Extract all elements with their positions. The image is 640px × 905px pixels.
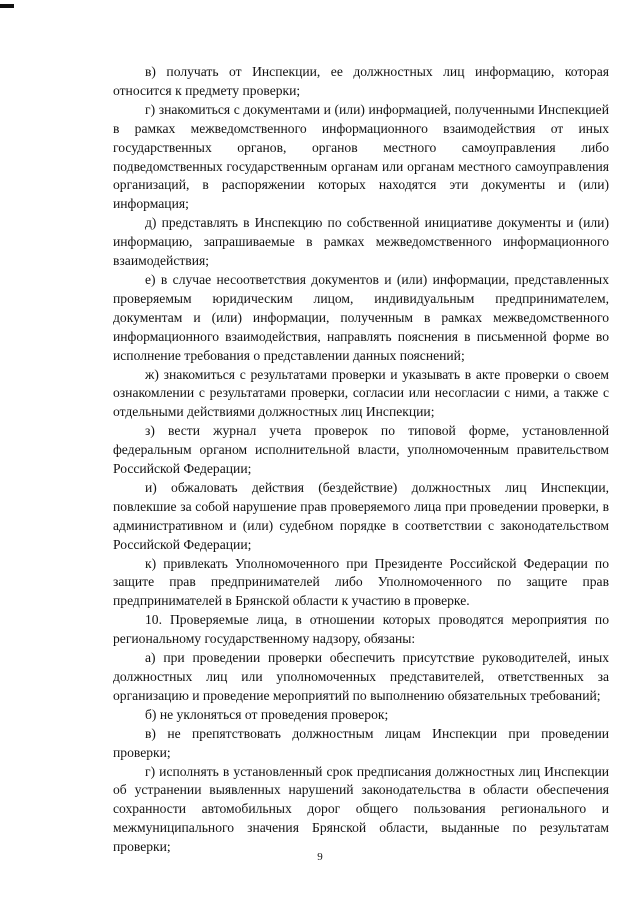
scan-edge-mark: [0, 4, 14, 8]
paragraph-b-not-evade: б) не уклоняться от проведения проверок;: [145, 706, 389, 722]
paragraph-i-appeal-actions: и) обжаловать действия (бездействие) должностных лиц Инспекции, повлекшие за собой нарушение прав проверяемого лица при проведении проверки, в административном и (или) судебном порядке в соответствии с законодательством Российской Федерации;: [113, 479, 609, 552]
paragraph-a-ensure-presence: а) при проведении проверки обеспечить присутствие руководителей, иных должностных лиц или уполномоченных представителей, ответственных за организацию и проведение мероприятий по выполнению обязательных требований;: [113, 650, 609, 703]
paragraph-zh-review-results: ж) знакомиться с результатами проверки и указывать в акте проверки о своем ознакомлении с результатами проверки, согласии или несогласии с ними, а также с отдельными действиями должностных лиц Инспекции;: [113, 366, 609, 420]
document-body: [113, 63, 609, 857]
paragraph-g-execute-orders: г) исполнять в установленный срок предписания должностных лиц Инспекции об устранении выявленных нарушений законодательства в области обеспечения сохранности автомобильных дорог общего пользования регионального и межмуниципального значения Брянской области, выданные по результатам проверки;: [113, 763, 609, 855]
paragraph-10-obligations: 10. Проверяемые лица, в отношении которых проводятся мероприятия по региональному государственному надзору, обязаны:: [113, 612, 609, 647]
page-number: 9: [317, 851, 323, 863]
paragraph-g-review-documents: г) знакомиться с документами и (или) информацией, полученными Инспекцией в рамках межведомственного информационного взаимодействия от иных государственных органов, органов местного самоуправления либо подведомственных государственным органам или органам местного самоуправления организаций, в распоряжении которых находятся эти документы и (или) информация;: [113, 101, 609, 212]
paragraph-k-involve-ombudsman: к) привлекать Уполномоченного при Президенте Российской Федерации по защите прав предпринимателей либо Уполномоченного по защите прав предпринимателей в Брянской области к участию в проверке.: [113, 555, 609, 609]
paragraph-v-receive-information: в) получать от Инспекции, ее должностных лиц информацию, которая относится к предмету проверки;: [113, 64, 609, 98]
paragraph-e-provide-explanations: е) в случае несоответствия документов и (или) информации, представленных проверяемым юридическим лицом, индивидуальным предпринимателем, документам и (или) информации, полученным в рамках межведомственного информационного взаимодействия, направлять пояснения в письменной форме во исполнение требования о представлении данных пояснений;: [113, 271, 609, 363]
paragraph-z-inspection-log: з) вести журнал учета проверок по типовой форме, установленной федеральным органом исполнительной власти, уполномоченным правительством Российской Федерации;: [113, 423, 609, 477]
paragraph-d-submit-documents: д) представлять в Инспекцию по собственной инициативе документы и (или) информацию, запрашиваемые в рамках межведомственного информационного взаимодействия;: [113, 215, 609, 269]
paragraph-v-not-obstruct: в) не препятствовать должностным лицам Инспекции при проведении проверки;: [113, 725, 609, 760]
